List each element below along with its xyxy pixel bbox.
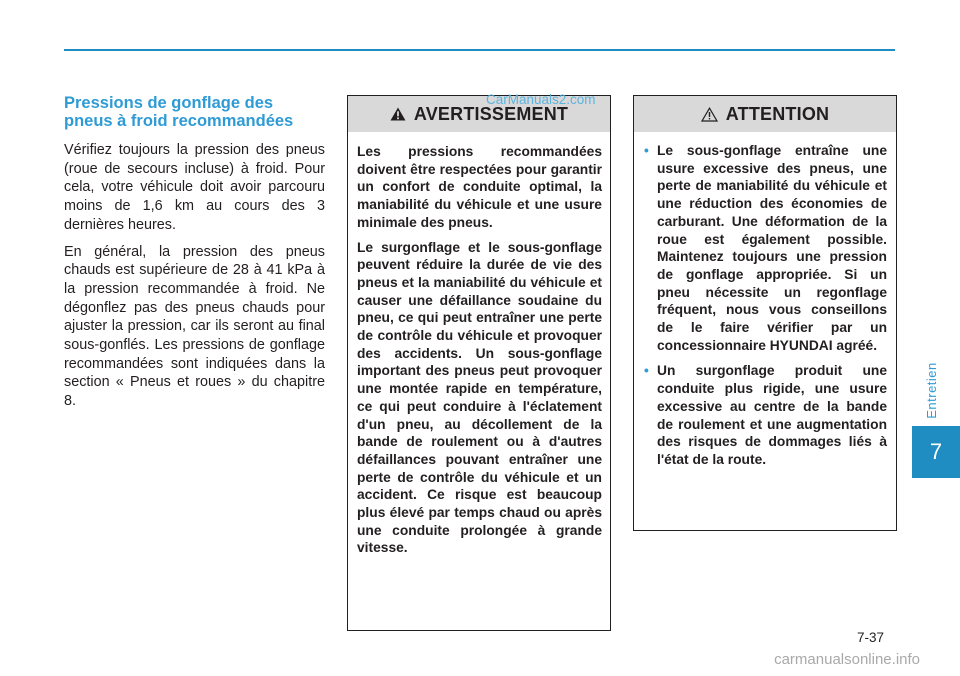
warning-paragraph: Le surgonflage et le sous-gonflage peuvent réduire la durée de vie des pneus et la maniabilité du véhicule et causer une défaillance soudaine du pneu, ce qui peut entraîner une perte de contrôle du véhicule et provoquer des accidents. Un sous-gonflage important des pneus peut provoquer une montée rapide en température, ce qui peut conduire à l'éclatement d'un pneu, au décollement de la bande de roulement ou à d'autres défaillances pouvant entraîner une perte de contrôle du véhicule et un accident. Ce risque est beaucoup plus élevé par temps chaud ou après une conduite prolongée à grande vitesse. [357, 239, 602, 556]
top-rule [64, 49, 895, 51]
bullet-icon: • [644, 143, 649, 158]
footer-watermark: carmanualsonline.info [774, 651, 920, 668]
warning-triangle-filled-icon [390, 107, 406, 121]
body-paragraph: Vérifiez toujours la pression des pneus (roue de secours incluse) à froid. Pour cela, votre véhicule doit avoir parcouru moins de 1,6 km au cours des 3 dernières heures. [64, 142, 325, 233]
side-chapter-label: Entretien [923, 361, 939, 419]
attention-title: ATTENTION [725, 103, 830, 124]
attention-item: • Le sous-gonflage entraîne une usure excessive des pneus, une perte de maniabilité du véhicule et une réduction des économies de carburant. Une déformation de la roue est également possible. Maintenez toujours une pression de gonflage appropriée. Si un pneu nécessite un regonflage fréquent, nous vous conseillons de le faire vérifier par un concessionnaire HYUNDAI agréé. [644, 143, 887, 353]
warning-paragraph: Les pressions recommandées doivent être respectées pour garantir un confort de conduite optimal, la maniabilité du véhicule et une usure minimale des pneus. [357, 144, 602, 230]
bullet-icon: • [644, 363, 649, 379]
warning-triangle-outline-icon [701, 107, 718, 122]
chapter-tab: 7 [912, 426, 960, 478]
warning-title: AVERTISSEMENT [413, 103, 569, 124]
body-paragraph: En général, la pression des pneus chauds est supérieure de 28 à 41 kPa à la pression recommandée à froid. Ne dégonflez pas des pneus chauds pour ajuster la pression, car ils seront au final sous-gonflés. Les pressions de gonflage recommandées sont indiquées dans la section « Pneus et roues » du chapitre 8. [64, 243, 325, 410]
attention-box [633, 95, 897, 531]
warning-body [348, 132, 610, 557]
warning-box [347, 95, 611, 631]
attention-body [634, 132, 896, 469]
watermark: CarManuals2.com [486, 92, 596, 107]
section-title: Pressions de gonflage des pneus à froid recommandées [64, 94, 294, 130]
attention-item: • Un surgonflage produit une conduite plus rigide, une usure excessive au centre de la bande de roulement et une augmentation des risques de dommages liés à l'état de la route. [644, 363, 887, 467]
page-number: 7-37 [857, 630, 885, 645]
attention-header [634, 96, 896, 132]
section-column [64, 94, 325, 419]
